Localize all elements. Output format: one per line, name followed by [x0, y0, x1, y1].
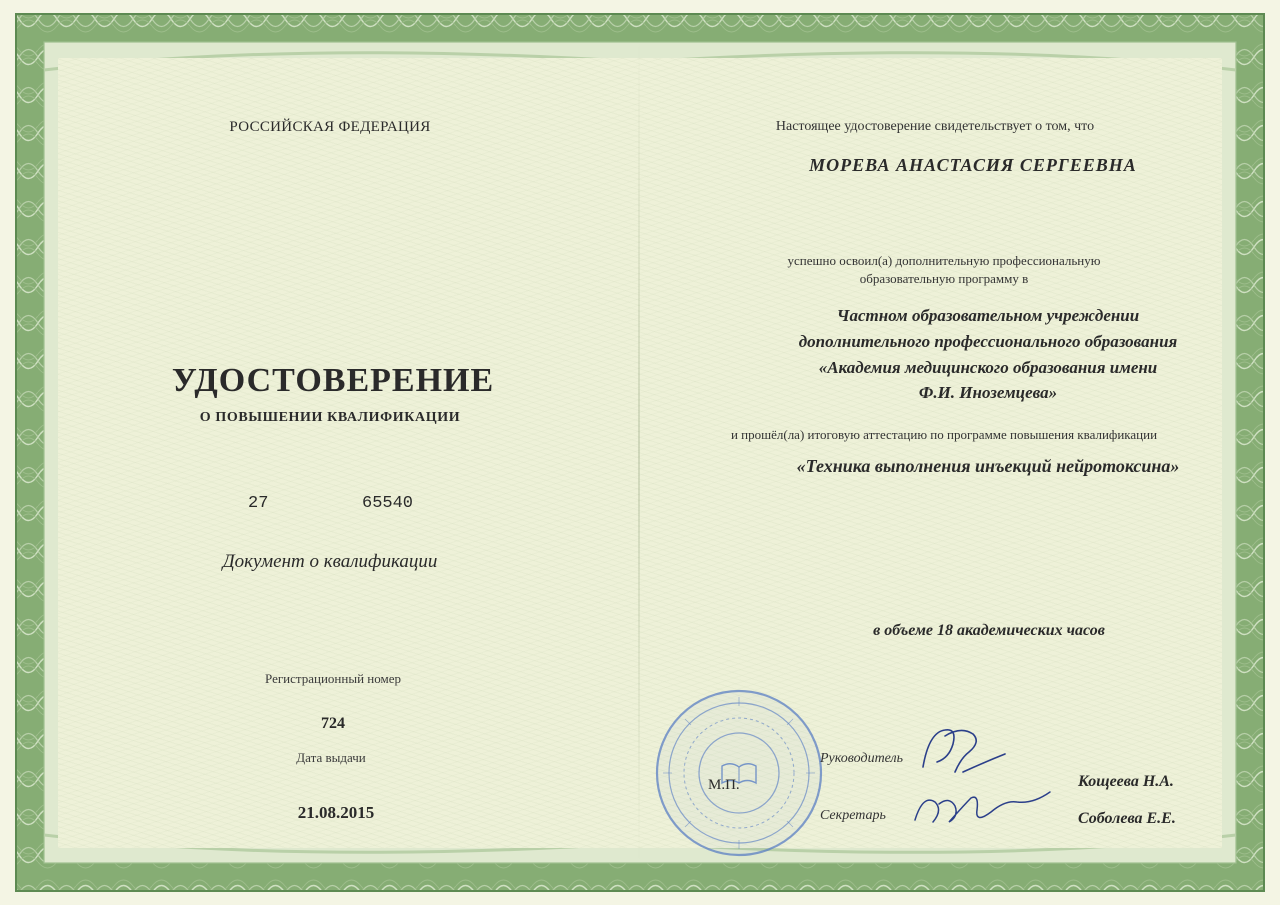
head-signature — [915, 722, 1010, 782]
attestation-text: и прошёл(ла) итоговую аттестацию по программе повышения квалификации — [730, 427, 1158, 442]
holder-name: МОРЕВА АНАСТАСИЯ СЕРГЕЕВНА — [809, 155, 1137, 175]
registration-label: Регистрационный номер — [265, 671, 401, 686]
certificate-title: УДОСТОВЕРЕНИЕ — [171, 362, 495, 399]
document-number: 65540 — [362, 494, 414, 513]
seal-place-text: М.П. — [708, 777, 740, 793]
paper-area — [58, 58, 1222, 848]
program-text-line: образовательную программу в — [859, 271, 1029, 286]
secretary-signature — [905, 782, 1055, 832]
course-hours: в объеме 18 академических часов — [873, 622, 1105, 639]
official-seal-stamp — [654, 688, 824, 858]
document-type: Документ о квалификации — [222, 551, 438, 572]
intro-text: Настоящее удостоверение свидетельствует о том, что — [775, 119, 1095, 134]
issue-date-label: Дата выдачи — [296, 750, 366, 765]
head-label: Руководитель — [820, 751, 904, 766]
document-series: 27 — [248, 494, 269, 513]
head-name: Кощеева Н.А. — [1078, 773, 1174, 790]
organization-line: Частном образовательном учреждении — [836, 306, 1140, 325]
organization-line: «Академия медицинского образования имени — [818, 358, 1158, 377]
certificate-subtitle: О ПОВЫШЕНИИ КВАЛИФИКАЦИИ — [199, 410, 461, 425]
program-text-line: успешно освоил(а) дополнительную профессиональную — [787, 253, 1101, 268]
secretary-name: Соболева Е.Е. — [1078, 810, 1176, 827]
organization-line: Ф.И. Иноземцева» — [918, 383, 1058, 402]
issue-date: 21.08.2015 — [297, 803, 375, 822]
course-title: «Техника выполнения инъекций нейротоксина» — [796, 456, 1180, 476]
secretary-label: Секретарь — [820, 808, 886, 823]
registration-number: 724 — [321, 715, 345, 732]
country-heading: РОССИЙСКАЯ ФЕДЕРАЦИЯ — [229, 119, 431, 135]
page-fold — [638, 40, 640, 865]
organization-line: дополнительного профессионального образования — [798, 332, 1178, 351]
